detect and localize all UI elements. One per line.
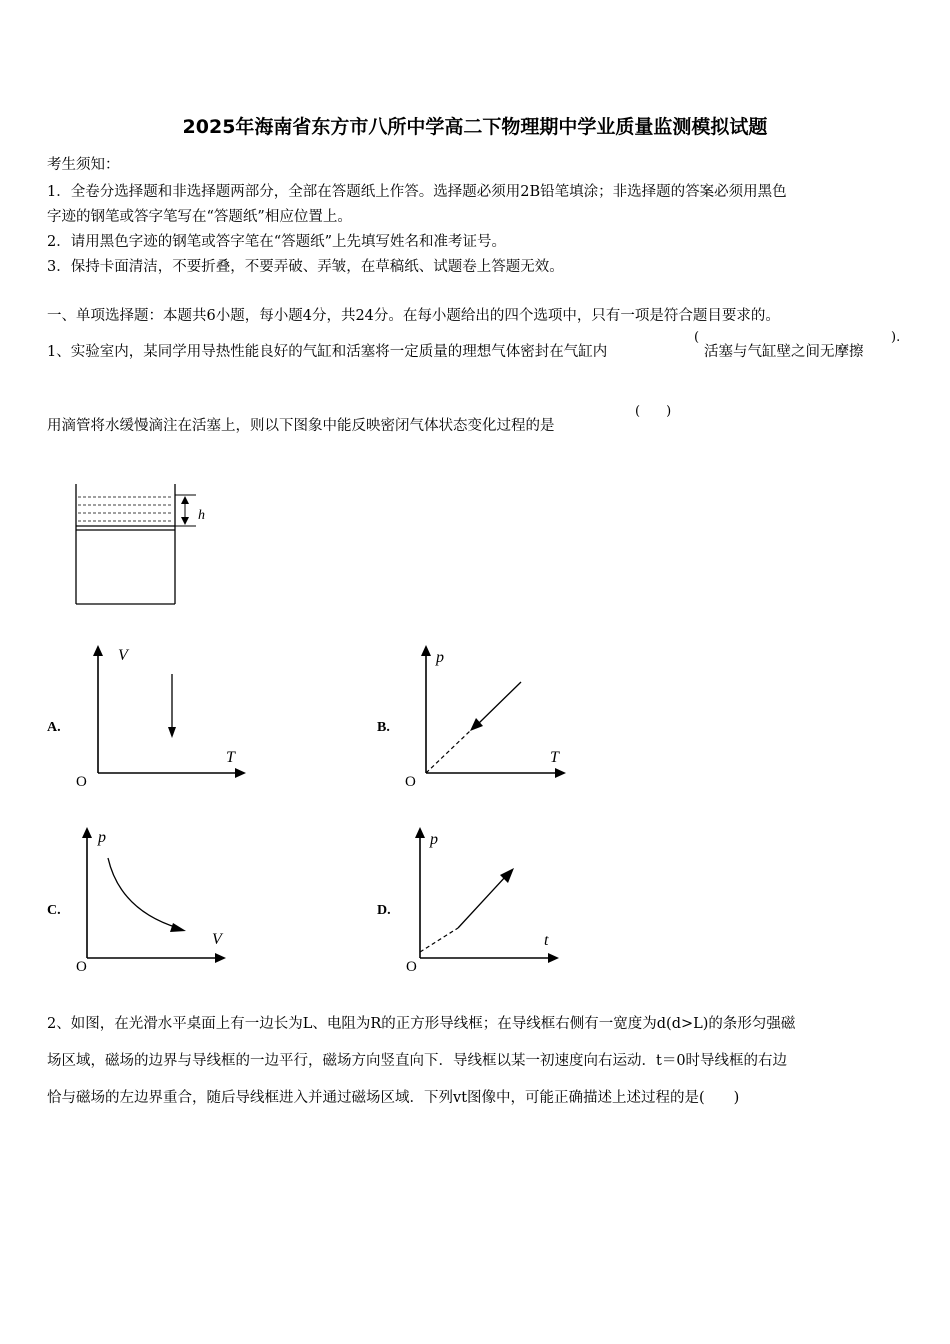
q1-text-line1b: 活塞与气缸壁之间无摩擦 xyxy=(704,344,864,360)
origin-label: O xyxy=(406,959,417,975)
q1-paren-open: ( xyxy=(694,330,700,345)
process-line xyxy=(478,682,521,724)
notice-heading: 考生须知： xyxy=(47,157,120,173)
notice-item-3: 3．保持卡面清洁，不要折叠，不要弄破、弄皱，在草稿纸、试题卷上答题无效。 xyxy=(47,259,564,275)
q1-paren-close: ). xyxy=(891,330,901,345)
section-heading: 一、单项选择题：本题共6小题，每小题4分，共24分。在每小题给出的四个选项中，只有一项是符合题目要求的。 xyxy=(47,308,780,324)
y-axis-label: V xyxy=(118,647,128,664)
x-axis-label: t xyxy=(544,932,549,949)
option-d-label[interactable]: D. xyxy=(377,903,391,918)
option-b-label[interactable]: B. xyxy=(377,720,390,735)
option-b-graph[interactable] xyxy=(398,638,588,793)
y-axis-label: p xyxy=(98,829,106,846)
h-label: h xyxy=(198,508,205,523)
q2-text-line1: 2、如图，在光滑水平桌面上有一边长为L、电阻为R的正方形导线框；在导线框右侧有一宽度为d(d>L)的条形匀强磁 xyxy=(47,1016,796,1032)
x-axis-label: T xyxy=(226,749,235,766)
q2-text-line2: 场区域，磁场的边界与导线框的一边平行，磁场方向竖直向下．导线框以某一初速度向右运动．t＝0时导线框的右边 xyxy=(47,1053,788,1069)
origin-label: O xyxy=(405,774,416,790)
x-axis-label: V xyxy=(212,931,222,948)
arrow-icon xyxy=(470,718,483,731)
q1-answer-paren: ( ) xyxy=(635,404,672,419)
y-axis-label: p xyxy=(430,831,438,848)
option-d-graph[interactable] xyxy=(398,820,588,975)
page-title: 2025年海南省东方市八所中学高二下物理期中学业质量监测模拟试题 xyxy=(182,116,768,138)
arrow-icon xyxy=(170,923,186,932)
y-axis-label: p xyxy=(436,649,444,666)
q1-text-line2: 用滴管将水缓慢滴注在活塞上，则以下图象中能反映密闭气体状态变化过程的是 xyxy=(47,418,555,434)
option-a-graph[interactable] xyxy=(70,638,260,793)
option-c-graph[interactable] xyxy=(70,820,260,975)
notice-item-1-cont: 字迹的钢笔或答字笔写在“答题纸”相应位置上。 xyxy=(47,209,352,225)
notice-item-1: 1．全卷分选择题和非选择题两部分，全部在答题纸上作答。选择题必须用2B铅笔填涂；非选择题的答案必须用黑色 xyxy=(47,184,787,200)
arrow-down-icon xyxy=(168,727,176,738)
origin-label: O xyxy=(76,959,87,975)
q1-text-line1: 1、实验室内，某同学用导热性能良好的气缸和活塞将一定质量的理想气体密封在气缸内 xyxy=(47,344,608,360)
cylinder-figure xyxy=(68,476,218,611)
process-line xyxy=(458,876,506,928)
x-axis-label: T xyxy=(550,749,559,766)
option-c-label[interactable]: C. xyxy=(47,903,61,918)
option-a-label[interactable]: A. xyxy=(47,720,61,735)
notice-item-2: 2．请用黑色字迹的钢笔或答字笔在“答题纸”上先填写姓名和准考证号。 xyxy=(47,234,507,250)
q2-text-line3: 恰与磁场的左边界重合，随后导线框进入并通过磁场区域．下列vt图像中，可能正确描述上述过程的是( ) xyxy=(47,1090,740,1106)
origin-label: O xyxy=(76,774,87,790)
process-curve xyxy=(108,858,178,928)
